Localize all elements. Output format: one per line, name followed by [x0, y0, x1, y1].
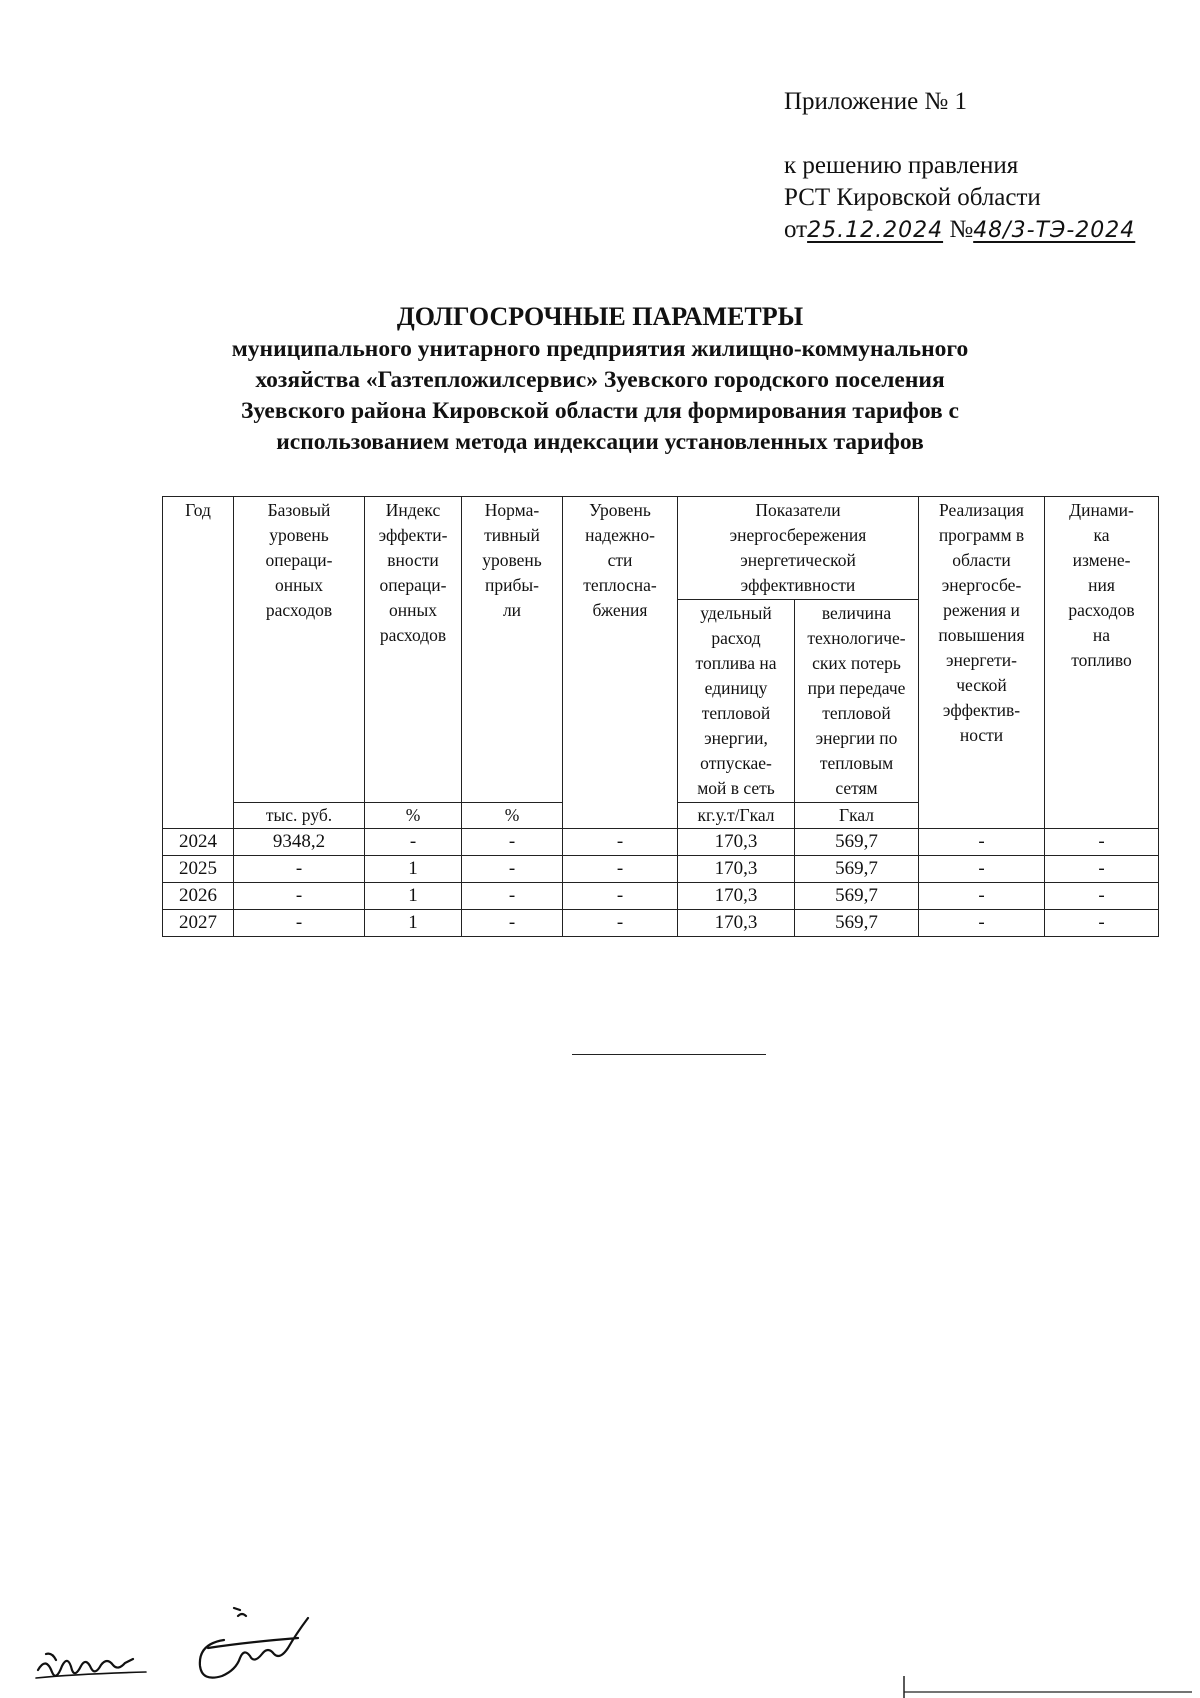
- header-text-line: ка: [1093, 525, 1110, 545]
- cell-fuel-rate: 170,3: [678, 883, 795, 910]
- cell-fuel-dynamics: -: [1045, 910, 1159, 937]
- header-text-line: при передаче: [807, 678, 906, 698]
- handwritten-number: 48/3-ТЭ-2024: [973, 218, 1136, 243]
- cell-base-opex: -: [234, 856, 365, 883]
- signature-scribble: [200, 1608, 308, 1678]
- header-text-line: Динами-: [1069, 500, 1134, 520]
- table-row: [163, 856, 1159, 883]
- document-heading: [130, 300, 1070, 458]
- header-text-line: прибы-: [485, 575, 539, 595]
- header-text-line: ности: [959, 725, 1004, 745]
- number-prefix: №: [949, 216, 974, 243]
- header-text-line: Показатели: [755, 500, 841, 520]
- header-text-line: расходов: [1068, 600, 1135, 620]
- cell-losses: 569,7: [795, 829, 919, 856]
- header-text-line: энергети-: [946, 650, 1017, 670]
- header-text-line: операци-: [265, 550, 333, 570]
- cell-profit-norm: -: [462, 829, 563, 856]
- cell-fuel-rate: 170,3: [678, 910, 795, 937]
- header-text-line: уровень: [269, 525, 329, 545]
- header-text-line: мой в сеть: [697, 778, 775, 798]
- date-prefix: от: [784, 216, 808, 243]
- cell-losses: 569,7: [795, 910, 919, 937]
- header-text-line: ческой: [956, 675, 1007, 695]
- header-text-line: вности: [387, 550, 439, 570]
- header-text-line: величина: [821, 603, 892, 623]
- unit-losses: Гкал: [795, 803, 919, 829]
- parameters-table: [162, 496, 1159, 937]
- cell-year: 2026: [163, 883, 234, 910]
- header-text-line: эффектив-: [942, 700, 1021, 720]
- header-text-line: технологиче-: [807, 628, 906, 648]
- header-text-line: онных: [389, 600, 437, 620]
- subtitle-line: Зуевского района Кировской области для формирования тарифов с: [241, 398, 959, 424]
- header-text-line: энергетической: [740, 550, 856, 570]
- header-text-line: Норма-: [484, 500, 540, 520]
- cell-efficiency-index: 1: [365, 856, 462, 883]
- cell-programs: -: [919, 910, 1045, 937]
- header-text-line: эффекти-: [378, 525, 448, 545]
- header-text-line: на: [1092, 625, 1111, 645]
- header-fuel-rate: [678, 600, 795, 803]
- header-text-line: сетям: [835, 778, 878, 798]
- unit-base-opex: тыс. руб.: [234, 803, 365, 829]
- header-text-line: измене-: [1072, 550, 1131, 570]
- cell-losses: 569,7: [795, 856, 919, 883]
- header-text-line: операци-: [379, 575, 447, 595]
- cell-fuel-dynamics: -: [1045, 856, 1159, 883]
- cell-fuel-dynamics: -: [1045, 883, 1159, 910]
- cell-fuel-dynamics: -: [1045, 829, 1159, 856]
- header-text-line: энергосбе-: [941, 575, 1022, 595]
- header-text-line: Индекс: [385, 500, 441, 520]
- cell-efficiency-index: -: [365, 829, 462, 856]
- header-text-line: эффективности: [740, 575, 856, 595]
- header-profit-norm: [462, 497, 563, 803]
- cell-profit-norm: -: [462, 856, 563, 883]
- annex-date-number: [784, 214, 1135, 247]
- annex-line-decision: к решению правления: [784, 152, 1019, 179]
- header-text-line: повышения: [938, 625, 1025, 645]
- header-text-line: тивный: [484, 525, 540, 545]
- cell-fuel-rate: 170,3: [678, 856, 795, 883]
- cell-programs: -: [919, 883, 1045, 910]
- header-text-line: тепловой: [701, 703, 771, 723]
- header-losses: [795, 600, 919, 803]
- end-separator-line: [572, 1054, 766, 1055]
- header-text-line: бжения: [592, 600, 648, 620]
- cell-base-opex: -: [234, 910, 365, 937]
- header-text-line: теплосна-: [583, 575, 657, 595]
- header-text-line: программ в: [938, 525, 1025, 545]
- annex-reference: [784, 86, 1135, 247]
- header-efficiency-index: [365, 497, 462, 803]
- header-energy-programs: [919, 497, 1045, 829]
- document-title: ДОЛГОСРОЧНЫЕ ПАРАМЕТРЫ: [396, 302, 804, 331]
- cell-reliability: -: [563, 883, 678, 910]
- header-text-line: Реализация: [939, 500, 1024, 520]
- header-text-line: тепловой: [822, 703, 891, 723]
- cell-reliability: -: [563, 829, 678, 856]
- header-text-line: топлива на: [695, 653, 777, 673]
- handwritten-signature: [28, 1600, 388, 1692]
- subtitle-line: использованием метода индексации установленных тарифов: [276, 429, 924, 455]
- header-text-line: расход: [711, 628, 761, 648]
- annex-title: Приложение № 1: [784, 88, 968, 115]
- header-text-line: энергии,: [704, 728, 768, 748]
- header-fuel-dynamics: [1045, 497, 1159, 829]
- cell-year: 2024: [163, 829, 234, 856]
- header-text-line: удельный: [700, 603, 772, 623]
- header-text-line: сти: [607, 550, 633, 570]
- unit-fuel-rate: кг.у.т/Гкал: [678, 803, 795, 829]
- header-text-line: расходов: [379, 625, 447, 645]
- header-text-line: энергосбережения: [729, 525, 867, 545]
- header-base-opex: [234, 497, 365, 803]
- cell-efficiency-index: 1: [365, 910, 462, 937]
- cell-profit-norm: -: [462, 910, 563, 937]
- header-text-line: онных: [275, 575, 323, 595]
- header-text-line: топливо: [1071, 650, 1132, 670]
- cell-reliability: -: [563, 910, 678, 937]
- subtitle-line: хозяйства «Газтепложилсервис» Зуевского городского поселения: [255, 367, 945, 393]
- header-year: Год: [163, 497, 234, 829]
- header-reliability: [563, 497, 678, 829]
- annex-line-authority: РСТ Кировской области: [784, 184, 1041, 211]
- cell-year: 2027: [163, 910, 234, 937]
- header-energy-indicators: [678, 497, 919, 600]
- header-text-line: тепловым: [819, 753, 894, 773]
- table-row: [163, 910, 1159, 937]
- header-text-line: ли: [502, 600, 522, 620]
- header-text-line: Базовый: [267, 500, 331, 520]
- header-text-line: энергии по: [815, 728, 898, 748]
- unit-profit-norm: %: [462, 803, 563, 829]
- cell-profit-norm: -: [462, 883, 563, 910]
- header-text-line: ния: [1088, 575, 1115, 595]
- cell-base-opex: -: [234, 883, 365, 910]
- cell-reliability: -: [563, 856, 678, 883]
- header-text-line: отпускае-: [700, 753, 772, 773]
- unit-efficiency-index: %: [365, 803, 462, 829]
- subtitle-line: муниципального унитарного предприятия жилищно-коммунального: [231, 336, 969, 362]
- header-text-line: области: [952, 550, 1011, 570]
- handwritten-date: 25.12.2024: [807, 218, 944, 243]
- header-text-line: расходов: [265, 600, 333, 620]
- cell-fuel-rate: 170,3: [678, 829, 795, 856]
- header-text-line: уровень: [482, 550, 542, 570]
- header-text-line: Уровень: [589, 500, 651, 520]
- table-row: [163, 829, 1159, 856]
- cell-programs: -: [919, 856, 1045, 883]
- page-edge-marks: [902, 1676, 1192, 1698]
- cell-base-opex: 9348,2: [234, 829, 365, 856]
- table-row: [163, 883, 1159, 910]
- cell-efficiency-index: 1: [365, 883, 462, 910]
- header-text-line: ских потерь: [812, 653, 901, 673]
- cell-losses: 569,7: [795, 883, 919, 910]
- header-text-line: единицу: [704, 678, 768, 698]
- header-text-line: надежно-: [585, 525, 655, 545]
- cell-programs: -: [919, 829, 1045, 856]
- cell-year: 2025: [163, 856, 234, 883]
- header-text-line: режения и: [943, 600, 1020, 620]
